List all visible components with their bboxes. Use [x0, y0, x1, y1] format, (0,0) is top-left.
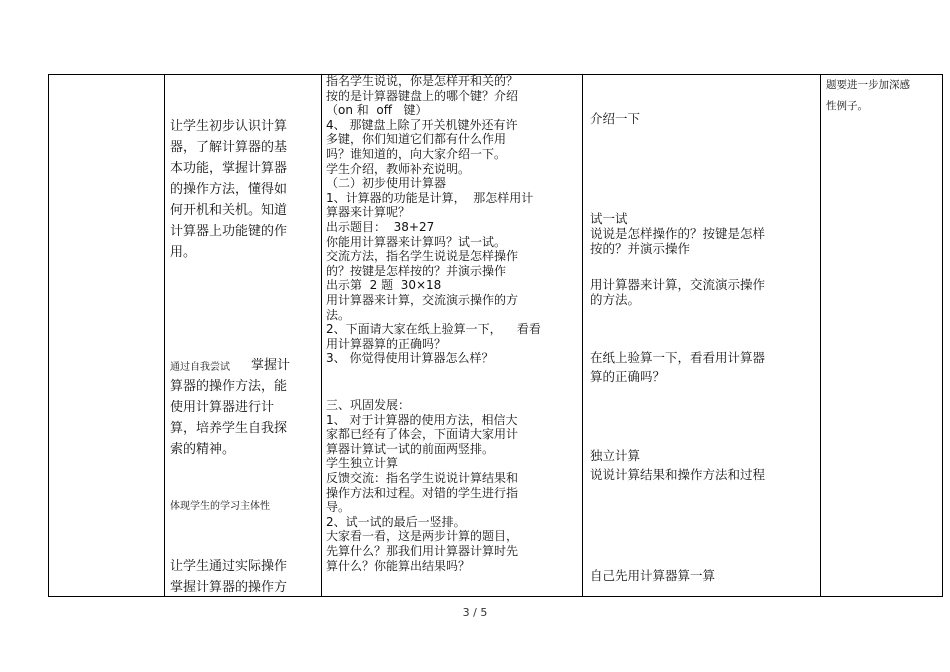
process-line: （二）初步使用计算器 [326, 176, 447, 191]
student-line: 在纸上验算一下，看看用计算器 [590, 350, 766, 365]
goal-line: 使用计算器进行计 [170, 400, 275, 415]
note-line: 性例子。 [826, 100, 868, 112]
process-line: 按的是计算器键盘上的哪个键？介绍 [326, 88, 519, 103]
table-col-border-6 [942, 74, 943, 597]
process-line: 2、下面请大家在纸上验算一下， 看看 [326, 322, 541, 337]
process-line: 大家看一看，这是两步计算的题目， [326, 529, 519, 544]
student-line: 的方法。 [590, 292, 641, 307]
student-line: 说说是怎样操作的？按键是怎样 [590, 226, 766, 241]
student-line: 独立计算 [590, 448, 641, 463]
goal-line: 器，了解计算器的基 [170, 140, 288, 155]
process-line: 反馈交流：指名学生说说计算结果和 [326, 471, 519, 485]
process-line: （on 和 off 键） [326, 103, 428, 118]
process-line: 3、 你觉得使用计算器怎么样？ [326, 351, 494, 366]
goal-line: 的操作方法，懂得如 [170, 182, 288, 197]
goal-line: 掌握计算器的操作方 [170, 580, 288, 595]
process-line: 4、 那键盘上除了开关机键外还有许 [326, 117, 518, 132]
process-line: 算什么？你能算出结果吗？ [326, 558, 471, 573]
process-line: 法。 [326, 307, 351, 322]
goal-line: 算器的操作方法，能 [170, 379, 288, 394]
process-line: 2、试一试的最后一竖排。 [326, 514, 466, 529]
process-line: 多键，你们知道它们都有什么作用 [326, 132, 507, 147]
process-line: 吗？谁知道的，向大家介绍一下。 [326, 147, 507, 161]
student-line: 算的正确吗？ [590, 369, 666, 384]
student-line: 试一试 [590, 211, 628, 226]
process-line: 算器计算试一试的前面两竖排。 [326, 441, 495, 456]
process-line: 用计算器算的正确吗？ [326, 336, 447, 351]
process-line: 导。 [326, 500, 351, 515]
page-number: 3 / 5 [462, 606, 488, 619]
goal-line: 用。 [170, 245, 197, 260]
student-line: 用计算器来计算，交流演示操作 [590, 277, 766, 292]
process-line: 三、巩固发展： [326, 398, 411, 412]
process-line: 学生独立计算 [326, 456, 399, 471]
goal-line: 算，培养学生自我探 [170, 421, 288, 436]
process-line: 1、计算器的功能是计算， 那怎样用计 [326, 190, 534, 205]
process-line: 家都已经有了体会，下面请大家用计 [326, 427, 519, 442]
process-line: 出示题目： 38+27 [326, 220, 435, 234]
goal-line: 索的精神。 [170, 442, 236, 457]
process-line: 交流方法，指名学生说说是怎样操作 [326, 249, 519, 264]
goal-line: 体现学生的学习主体性 [170, 501, 270, 512]
table-col-border-4 [582, 74, 583, 597]
student-line: 介绍一下 [590, 111, 641, 126]
note-line: 题要进一步加深感 [826, 79, 910, 91]
student-line: 按的？并演示操作 [590, 241, 691, 256]
table-col-border-5 [820, 74, 821, 597]
goal-line: 何开机和关机。知道 [170, 203, 288, 218]
student-line: 说说计算结果和操作方法和过程 [590, 467, 766, 482]
process-line: 你能用计算器来计算吗？试一试。 [326, 234, 507, 249]
goal-line: 让学生通过实际操作 [170, 559, 288, 574]
process-line: 出示第 2 题 30×18 [326, 278, 442, 293]
table-col-border-3 [321, 74, 322, 597]
process-line: 操作方法和过程。对错的学生进行指 [326, 485, 519, 500]
process-line: 1、 对于计算器的使用方法，相信大 [326, 412, 518, 427]
table-col-border-2 [164, 74, 165, 597]
process-line: 用计算器来计算，交流演示操作的方 [326, 293, 519, 307]
student-line: 自己先用计算器算一算 [590, 568, 716, 583]
goal-line: 让学生初步认识计算 [170, 119, 288, 134]
process-line: 算器来计算呢？ [326, 205, 411, 220]
goal-lead-text: 通过自我尝试 [170, 362, 230, 373]
goal-line: 本功能，掌握计算器 [170, 161, 288, 176]
process-line: 先算什么？那我们用计算器计算时先 [326, 544, 519, 558]
table-col-border-1 [48, 74, 49, 597]
goal-line: 掌握计 [251, 358, 291, 373]
process-line: 学生介绍，教师补充说明。 [326, 161, 471, 176]
process-line: 的？按键是怎样按的？并演示操作 [326, 263, 507, 278]
goal-line: 计算器上功能键的作 [170, 224, 288, 239]
process-line: 指名学生说说，你是怎样开和关的？ [326, 74, 519, 88]
